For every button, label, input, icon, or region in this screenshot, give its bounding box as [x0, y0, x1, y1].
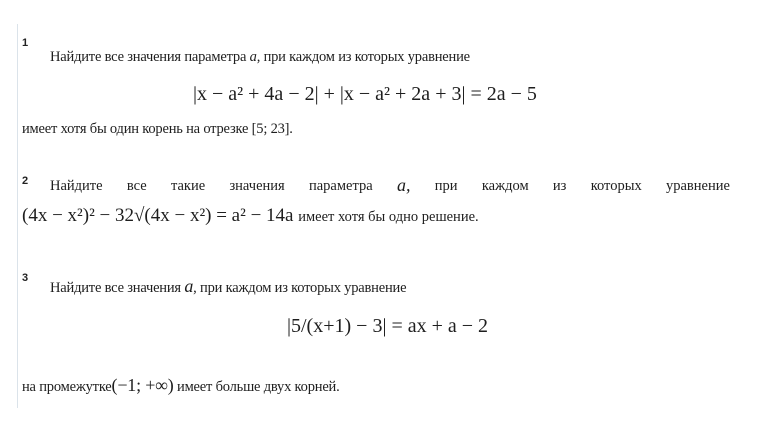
- problem-3-conclusion-post: имеет больше двух корней.: [177, 379, 340, 395]
- problem-2-word: все: [126, 178, 147, 194]
- problem-1-equation-text: |x − a² + 4a − 2| + |x − a² + 2a + 3| = 2a − 5: [193, 83, 537, 105]
- problem-2-word: уравнение: [665, 178, 730, 194]
- problem-2-word: параметра: [308, 178, 373, 194]
- problem-3-equation: [287, 315, 488, 338]
- problem-2-word: каждом: [481, 178, 529, 194]
- problem-2-number: 2: [22, 175, 29, 187]
- problem-1-conclusion: имеет хотя бы один корень на отрезке [5; 23].: [22, 121, 293, 137]
- problem-2-word: значения: [229, 178, 285, 194]
- problem-3-intro-tail: , при каждом из которых уравнение: [193, 280, 407, 296]
- problem-2-equation: (4x − x²)² − 32√(4x − x²) = a² − 14a: [22, 205, 294, 226]
- problem-3-conclusion: [22, 375, 340, 396]
- problem-2-word: из: [552, 178, 567, 194]
- problem-3-param: a: [184, 276, 194, 296]
- problem-1-intro-tail: , при каждом из которых уравнение: [256, 49, 470, 65]
- problem-2-word: такие: [170, 178, 206, 194]
- problem-1-intro: [50, 49, 470, 66]
- problem-3-intro-text: Найдите все значения: [50, 280, 181, 296]
- problem-3-equation-text: |5/(x+1) − 3| = ax + a − 2: [287, 315, 489, 337]
- problem-3-intro: [50, 276, 406, 297]
- problem-2-word: при: [434, 178, 458, 194]
- problem-1-number: 1: [22, 37, 29, 49]
- problem-3-conclusion-pre: на промежутке: [22, 379, 112, 395]
- problem-2-intro: [50, 175, 730, 196]
- problem-2-param: a,: [396, 175, 411, 195]
- problem-2-conclusion: имеет хотя бы одно решение.: [298, 209, 479, 225]
- problem-3-number: 3: [22, 272, 29, 284]
- problem-2-line: [22, 205, 479, 227]
- problem-2-word: которых: [590, 178, 642, 194]
- problem-2-word: Найдите: [50, 178, 103, 194]
- problem-1-intro-text: Найдите все значения параметра: [50, 49, 247, 65]
- left-rule: [17, 24, 18, 408]
- problem-1-param: a: [249, 49, 257, 65]
- problem-3-interval: (−1; +∞): [111, 375, 174, 395]
- problem-1-equation: [193, 83, 537, 106]
